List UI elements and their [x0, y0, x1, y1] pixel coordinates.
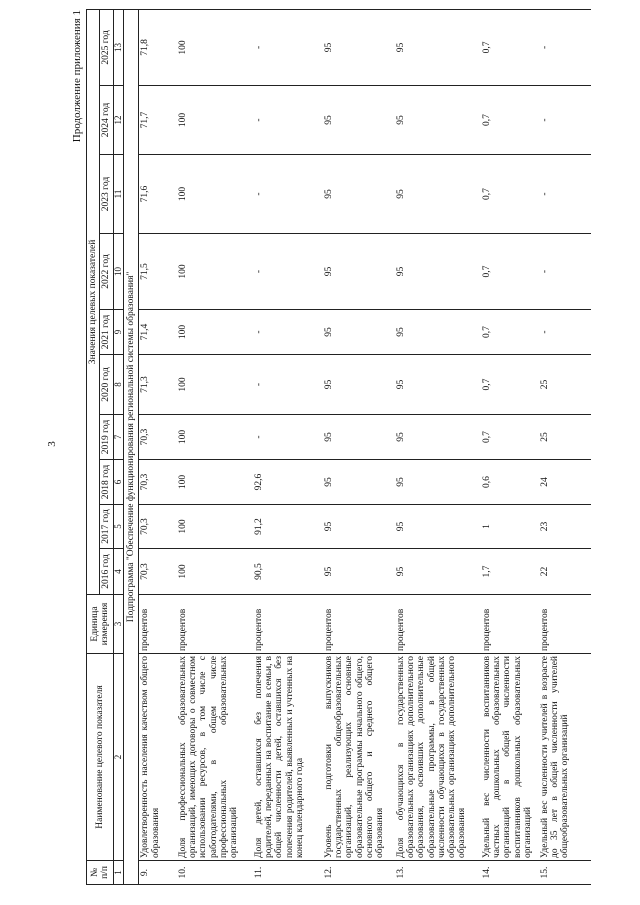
value-cell: 25 — [539, 415, 591, 460]
value-cell: 90,5 — [253, 549, 323, 595]
value-cell: 70,3 — [139, 460, 177, 505]
continuation-note: Продолжение приложения 1 — [71, 10, 83, 143]
value-cell: - — [253, 355, 323, 415]
subprogram-title: Подпрограмма "Обеспечение функционирования региональной системы образования" — [124, 9, 139, 884]
column-numbers-row — [113, 9, 124, 884]
value-cell: 91,2 — [253, 505, 323, 549]
unit-cell: процентов — [539, 595, 591, 654]
value-cell: 70,3 — [139, 505, 177, 549]
table-row — [139, 9, 177, 884]
column-number: 9 — [113, 310, 124, 355]
value-cell: 95 — [323, 549, 395, 595]
header-year: 2020 год — [100, 355, 113, 415]
indicator-name: Доля обучающихся в государственных образовательных организациях дополнительного образования, освоивших дополнительные образовательные программы, в общей численности обучающихся в государственных образовательных организациях дополнительного образования — [395, 654, 481, 861]
unit-cell: процентов — [253, 595, 323, 654]
value-cell: 71,3 — [139, 355, 177, 415]
indicators-table — [86, 9, 591, 885]
column-number: 3 — [113, 595, 124, 654]
value-cell: 0,6 — [481, 460, 539, 505]
column-number: 4 — [113, 549, 124, 595]
value-cell: 0,7 — [481, 310, 539, 355]
value-cell: 71,6 — [139, 155, 177, 234]
value-cell: 100 — [177, 155, 253, 234]
row-number: 10. — [177, 861, 253, 885]
value-cell: 1,7 — [481, 549, 539, 595]
indicator-name: Доля детей, оставшихся без попечения родителей, переданных на воспитание в семьи, в общей численности детей, оставшихся без попечения родителей, выявленных и учтенных на конец календарного года — [253, 654, 323, 861]
column-number: 10 — [113, 234, 124, 310]
table-row — [481, 9, 539, 884]
header-year: 2018 год — [100, 460, 113, 505]
value-cell: - — [253, 155, 323, 234]
value-cell: 95 — [395, 460, 481, 505]
header-year: 2019 год — [100, 415, 113, 460]
row-number: 13. — [395, 861, 481, 885]
value-cell: 24 — [539, 460, 591, 505]
value-cell: 95 — [395, 505, 481, 549]
column-number: 8 — [113, 355, 124, 415]
value-cell: 100 — [177, 355, 253, 415]
value-cell: - — [253, 415, 323, 460]
header-values-group: Значения целевых показателей — [87, 9, 100, 594]
value-cell: 100 — [177, 415, 253, 460]
page-number: 3 — [46, 441, 58, 447]
value-cell: 0,7 — [481, 415, 539, 460]
value-cell: 71,5 — [139, 234, 177, 310]
column-number: 13 — [113, 9, 124, 85]
value-cell: 100 — [177, 86, 253, 155]
header-unit: Единица измерения — [87, 595, 114, 654]
unit-cell: процентов — [139, 595, 177, 654]
value-cell: 100 — [177, 549, 253, 595]
value-cell: 0,7 — [481, 86, 539, 155]
value-cell: 100 — [177, 310, 253, 355]
value-cell: 95 — [323, 310, 395, 355]
indicator-name: Удовлетворенность населения качеством общего образования — [139, 654, 177, 861]
value-cell: 22 — [539, 549, 591, 595]
column-number: 6 — [113, 460, 124, 505]
value-cell: 0,7 — [481, 234, 539, 310]
table-row — [323, 9, 395, 884]
value-cell: 95 — [395, 9, 481, 85]
unit-cell: процентов — [395, 595, 481, 654]
header-year: 2022 год — [100, 234, 113, 310]
column-number: 1 — [113, 861, 124, 885]
value-cell: 71,7 — [139, 86, 177, 155]
value-cell: 95 — [323, 155, 395, 234]
header-year: 2025 год — [100, 9, 113, 85]
row-number: 11. — [253, 861, 323, 885]
value-cell: - — [539, 155, 591, 234]
value-cell: 95 — [395, 415, 481, 460]
unit-cell: процентов — [323, 595, 395, 654]
value-cell: - — [253, 310, 323, 355]
value-cell: 1 — [481, 505, 539, 549]
row-number: 15. — [539, 861, 591, 885]
column-number: 12 — [113, 86, 124, 155]
value-cell: 0,7 — [481, 155, 539, 234]
value-cell: - — [539, 9, 591, 85]
table-row — [539, 9, 591, 884]
value-cell: - — [539, 234, 591, 310]
value-cell: 95 — [395, 155, 481, 234]
unit-cell: процентов — [481, 595, 539, 654]
value-cell: 100 — [177, 234, 253, 310]
value-cell: 100 — [177, 460, 253, 505]
value-cell: 70,3 — [139, 415, 177, 460]
header-year: 2024 год — [100, 86, 113, 155]
rotated-table-page — [70, 10, 615, 885]
subprogram-row — [124, 9, 139, 884]
value-cell: 95 — [395, 549, 481, 595]
value-cell: 95 — [323, 86, 395, 155]
indicator-name: Удельный вес численности учителей в возрасте до 35 лет в общей численности учителей общеобразовательных организаций — [539, 654, 591, 861]
value-cell: - — [253, 9, 323, 85]
value-cell: 0,7 — [481, 355, 539, 415]
value-cell: - — [253, 86, 323, 155]
header-name: Наименование целевого показателя — [87, 654, 114, 861]
value-cell: 70,3 — [139, 549, 177, 595]
column-number: 11 — [113, 155, 124, 234]
value-cell: 25 — [539, 355, 591, 415]
value-cell: 71,4 — [139, 310, 177, 355]
table-row — [395, 9, 481, 884]
value-cell: 95 — [323, 234, 395, 310]
value-cell: 100 — [177, 9, 253, 85]
column-number: 5 — [113, 505, 124, 549]
value-cell: 92,6 — [253, 460, 323, 505]
value-cell: 95 — [323, 415, 395, 460]
column-number: 7 — [113, 415, 124, 460]
value-cell: 0,7 — [481, 9, 539, 85]
value-cell: 95 — [395, 355, 481, 415]
indicator-name: Доля профессиональных образовательных организаций, имеющих договоры о совместном использовании ресурсов, в том числе с работодателями, в общем числе профессиональных образовательных организаций — [177, 654, 253, 861]
value-cell: 95 — [323, 9, 395, 85]
indicator-name: Удельный вес численности воспитанников частных дошкольных образовательных организаций в общей численности воспитанников дошкольных образовательных организаций — [481, 654, 539, 861]
value-cell: 95 — [395, 86, 481, 155]
value-cell: 95 — [395, 310, 481, 355]
value-cell: 95 — [323, 460, 395, 505]
value-cell: 71,8 — [139, 9, 177, 85]
header-year: 2016 год — [100, 549, 113, 595]
value-cell: 95 — [323, 505, 395, 549]
value-cell: 95 — [323, 355, 395, 415]
row-number: 12. — [323, 861, 395, 885]
header-year: 2023 год — [100, 155, 113, 234]
value-cell: - — [253, 234, 323, 310]
column-number: 2 — [113, 654, 124, 861]
table-row — [253, 9, 323, 884]
table-row — [177, 9, 253, 884]
value-cell: 23 — [539, 505, 591, 549]
header-year: 2021 год — [100, 310, 113, 355]
unit-cell: процентов — [177, 595, 253, 654]
row-number: 14. — [481, 861, 539, 885]
value-cell: 95 — [395, 234, 481, 310]
value-cell: - — [539, 310, 591, 355]
row-number: 9. — [139, 861, 177, 885]
value-cell: - — [539, 86, 591, 155]
header-row-1 — [87, 9, 100, 884]
value-cell: 100 — [177, 505, 253, 549]
indicator-name: Уровень подготовки выпускников государственных общеобразовательных организаций, реализующих основные образовательные программы начального общего, основного общего и среднего общего образования — [323, 654, 395, 861]
header-year: 2017 год — [100, 505, 113, 549]
header-num: № п/п — [87, 861, 114, 885]
